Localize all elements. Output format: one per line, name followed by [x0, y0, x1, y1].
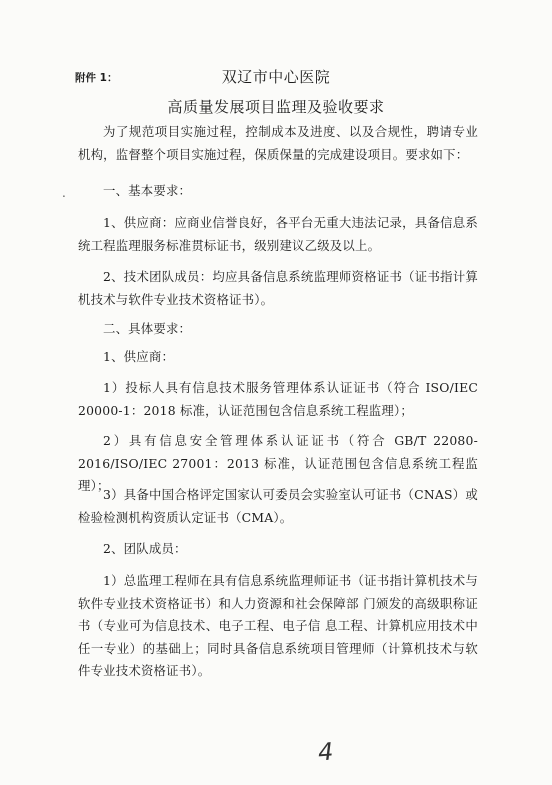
section-1-heading: 一、基本要求：: [103, 183, 192, 198]
supplier-req-2: 2）具有信息安全管理体系认证证书（符合 GB/T 22080-2016/ISO/IEC 27001：2013 标准，认证范围包含信息系统工程监理）；: [78, 433, 478, 493]
section-2-heading: 二、具体要求：: [103, 321, 192, 336]
section-2-sub-1: 1、供应商：: [103, 349, 175, 364]
page-number: 4: [317, 737, 335, 767]
supplier-req-3: 3）具备中国合格评定国家认可委员会实验室认可证书（CNAS）或检验检测机构资质认定证书（CMA）。: [78, 487, 478, 525]
attachment-label: 附件 1：: [75, 72, 118, 84]
intro-paragraph: 为了规范项目实施过程，控制成本及进度、以及合规性，聘请专业机构，监督整个项目实施过程，保质保量的完成建设项目。要求如下：: [78, 124, 478, 162]
supplier-req-1: 1）投标人具有信息技术服务管理体系认证证书（符合 ISO/IEC 20000-1：2018 标准，认证范围包含信息系统工程监理）；: [78, 380, 478, 418]
document-subtitle: 高质量发展项目监理及验收要求: [167, 98, 385, 116]
section-1-item-1: 1、供应商：应商业信誉良好，各平台无重大违法记录，具备信息系统工程监理服务标准贯标证书，级别建议乙级及以上。: [78, 215, 478, 253]
team-req-1: 1）总监理工程师在具有信息系统监理师证书（证书指计算机技术与软件专业技术资格证书）和人力资源和社会保障部 门颁发的高级职称证书（专业可为信息技术、电子工程、电子信 息工程、计算机应用技术中任一专业）的基础上；同时具备信息系统项目管理师（计算机技术与软件专业技术资格证书）。: [78, 573, 478, 678]
document-title: 双辽市中心医院: [221, 68, 331, 86]
section-1-item-2: 2、技术团队成员：均应具备信息系统监理师资格证书（证书指计算机技术与软件专业技术资格证书）。: [78, 269, 478, 307]
section-2-sub-2: 2、团队成员：: [103, 541, 187, 556]
scan-mark: .: [62, 186, 66, 200]
